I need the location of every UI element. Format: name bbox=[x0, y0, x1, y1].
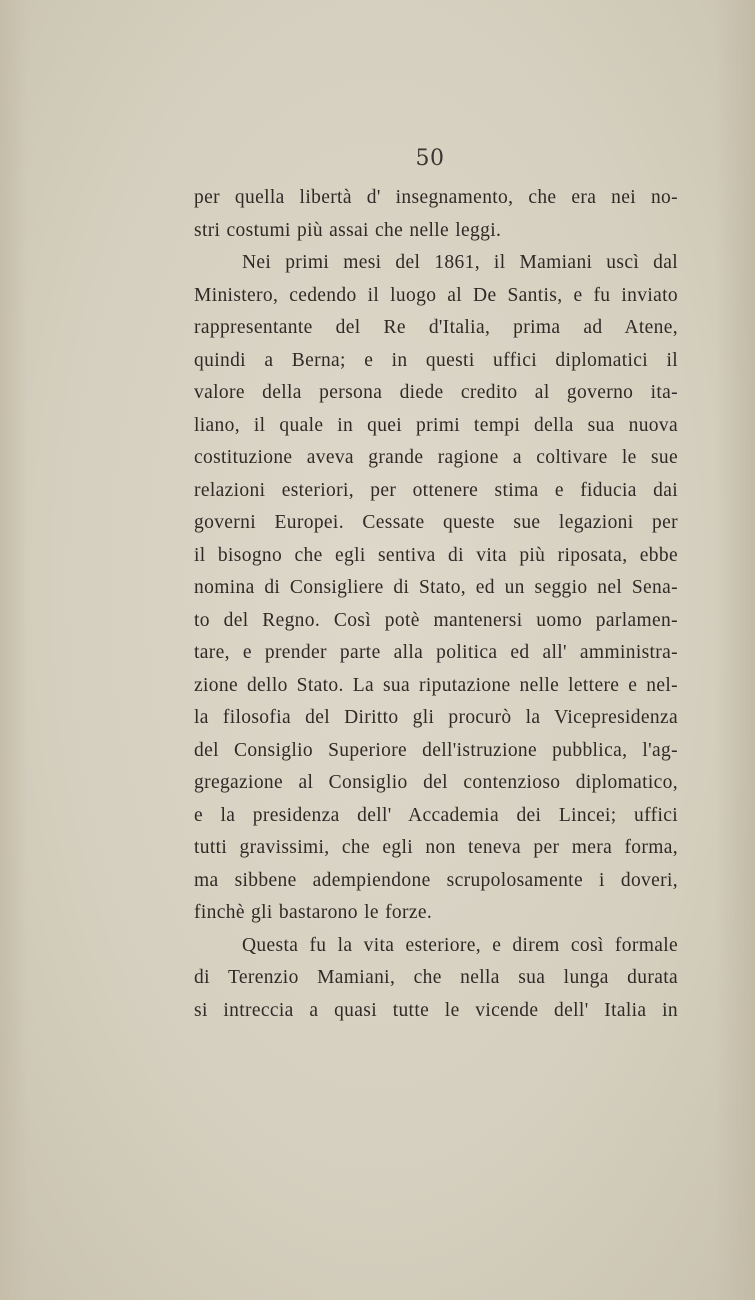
text-line: si intreccia a quasi tutte le vicende dell' Italia in bbox=[194, 999, 678, 1021]
page-edge-left bbox=[0, 0, 28, 1300]
text-line: tare, e prender parte alla politica ed all' amministra- bbox=[194, 642, 678, 663]
text-line: Ministero, cedendo il luogo al De Santis, e fu inviato bbox=[194, 284, 678, 306]
text-line: Questa fu la vita esteriore, e direm così formale bbox=[242, 934, 678, 956]
text-line: ma sibbene adempiendone scrupolosamente i doveri, bbox=[194, 869, 678, 891]
text-line: liano, il quale in quei primi tempi della sua nuova bbox=[194, 414, 678, 436]
text-line: to del Regno. Così potè mantenersi uomo parlamen- bbox=[194, 609, 678, 631]
page-number: 50 bbox=[415, 146, 445, 171]
body-text bbox=[194, 182, 678, 1027]
text-line: valore della persona diede credito al governo ita- bbox=[194, 382, 678, 403]
text-line: gregazione al Consiglio del contenzioso diplomatico, bbox=[194, 772, 678, 793]
text-line: quindi a Berna; e in questi uffici diplomatici il bbox=[194, 349, 678, 371]
text-line: nomina di Consigliere di Stato, ed un seggio nel Sena- bbox=[194, 577, 678, 598]
text-line: e la presidenza dell' Accademia dei Lincei; uffici bbox=[194, 804, 678, 826]
text-line: la filosofia del Diritto gli procurò la Vicepresidenza bbox=[194, 707, 678, 728]
text-line: rappresentante del Re d'Italia, prima ad Atene, bbox=[194, 317, 678, 338]
text-line: governi Europei. Cessate queste sue legazioni per bbox=[194, 512, 678, 533]
text-line: finchè gli bastarono le forze. bbox=[194, 902, 433, 923]
text-line: per quella libertà d' insegnamento, che era nei no- bbox=[194, 187, 678, 208]
text-line: costituzione aveva grande ragione a coltivare le sue bbox=[194, 447, 678, 468]
text-line: Nei primi mesi del 1861, il Mamiani uscì dal bbox=[242, 252, 678, 273]
text-line: il bisogno che egli sentiva di vita più riposata, ebbe bbox=[194, 544, 678, 566]
text-line: di Terenzio Mamiani, che nella sua lunga durata bbox=[194, 967, 678, 988]
text-line: zione dello Stato. La sua riputazione nelle lettere e nel- bbox=[194, 674, 678, 696]
text-line: tutti gravissimi, che egli non teneva per mera forma, bbox=[194, 837, 678, 858]
text-line: del Consiglio Superiore dell'istruzione pubblica, l'ag- bbox=[194, 739, 678, 761]
text-line: stri costumi più assai che nelle leggi. bbox=[194, 219, 502, 241]
page-edge-right bbox=[715, 0, 755, 1300]
text-line: relazioni esteriori, per ottenere stima e fiducia dai bbox=[194, 479, 678, 501]
